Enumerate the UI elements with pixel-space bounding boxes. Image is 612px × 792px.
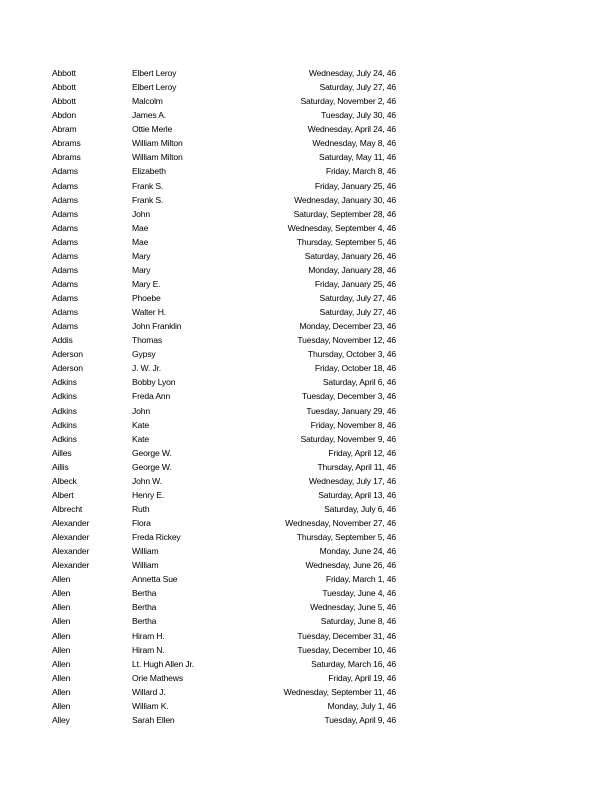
table-row — [52, 193, 396, 207]
cell-given-name: William K. — [132, 700, 169, 711]
table-row — [52, 361, 396, 375]
cell-given-name: Ottie Merle — [132, 124, 173, 135]
cell-surname: Abbott — [52, 68, 76, 78]
cell-surname: Allen — [52, 574, 71, 585]
cell-surname: Addis — [52, 335, 73, 346]
cell-surname: Adams — [52, 264, 78, 275]
table-row — [52, 66, 396, 80]
cell-surname: Adams — [52, 236, 78, 247]
cell-given-name: Elbert Leroy — [132, 68, 177, 78]
cell-surname: Albeck — [52, 475, 77, 486]
cell-given-name: John — [132, 208, 150, 219]
cell-given-name: Annetta Sue — [132, 574, 178, 585]
cell-surname: Aillis — [52, 461, 69, 472]
cell-date: Tuesday, July 30, 46 — [321, 110, 396, 121]
cell-given-name: Mae — [132, 236, 149, 247]
cell-date: Friday, November 8, 46 — [310, 419, 396, 430]
cell-given-name: Frank S. — [132, 194, 164, 205]
cell-surname: Alexander — [52, 518, 90, 528]
cell-date: Saturday, November 9, 46 — [300, 433, 396, 444]
cell-date: Friday, April 12, 46 — [328, 447, 396, 458]
table-row — [52, 164, 396, 178]
cell-surname: Allen — [52, 700, 71, 711]
cell-surname: Aderson — [52, 349, 83, 360]
cell-surname: Adams — [52, 307, 78, 318]
cell-surname: Adams — [52, 321, 78, 332]
cell-surname: Abrams — [52, 152, 81, 163]
table-row — [52, 235, 396, 249]
cell-given-name: Lt. Hugh Allen Jr. — [132, 658, 194, 669]
table-row — [52, 94, 396, 108]
cell-surname: Allen — [52, 630, 71, 641]
table-row — [52, 319, 396, 333]
cell-given-name: Mae — [132, 222, 149, 233]
cell-surname: Albert — [52, 489, 74, 500]
cell-surname: Allen — [52, 616, 71, 627]
cell-date: Saturday, March 16, 46 — [311, 658, 396, 669]
cell-date: Wednesday, January 30, 46 — [294, 194, 396, 205]
records-table — [52, 66, 396, 727]
table-row — [52, 80, 396, 94]
cell-surname: Adams — [52, 293, 78, 303]
cell-given-name: Henry E. — [132, 489, 165, 500]
cell-given-name: Bertha — [132, 602, 157, 613]
table-row — [52, 263, 396, 277]
table-row — [52, 502, 396, 516]
cell-date: Wednesday, April 24, 46 — [307, 124, 396, 135]
cell-surname: Abram — [52, 124, 77, 135]
cell-date: Wednesday, July 17, 46 — [308, 475, 396, 486]
cell-surname: Allen — [52, 602, 71, 613]
cell-date: Saturday, June 8, 46 — [320, 616, 396, 627]
table-row — [52, 179, 396, 193]
table-row — [52, 207, 396, 221]
cell-given-name: Kate — [132, 433, 149, 444]
cell-date: Wednesday, November 27, 46 — [285, 518, 396, 528]
cell-date: Friday, April 19, 46 — [328, 672, 396, 683]
cell-surname: Abbott — [52, 82, 76, 93]
cell-surname: Allen — [52, 644, 71, 655]
cell-surname: Allen — [52, 658, 71, 669]
table-row — [52, 432, 396, 446]
table-row — [52, 136, 396, 150]
cell-given-name: John — [132, 405, 150, 416]
cell-given-name: William — [132, 560, 159, 571]
cell-date: Monday, January 28, 46 — [308, 264, 396, 275]
table-row — [52, 671, 396, 685]
table-row — [52, 418, 396, 432]
cell-date: Saturday, July 6, 46 — [324, 503, 396, 514]
cell-given-name: Bertha — [132, 588, 157, 599]
cell-date: Saturday, September 28, 46 — [293, 208, 396, 219]
cell-surname: Adkins — [52, 433, 77, 444]
cell-given-name: James A. — [132, 110, 166, 121]
cell-given-name: J. W. Jr. — [132, 363, 162, 374]
cell-given-name: George W. — [132, 461, 172, 472]
cell-surname: Adams — [52, 208, 78, 219]
cell-surname: Abrams — [52, 138, 81, 149]
table-row — [52, 600, 396, 614]
cell-given-name: Mary — [132, 264, 151, 275]
table-row — [52, 629, 396, 643]
cell-date: Monday, June 24, 46 — [319, 546, 396, 557]
cell-date: Tuesday, December 31, 46 — [297, 630, 396, 641]
cell-given-name: Gypsy — [132, 349, 156, 360]
cell-date: Saturday, January 26, 46 — [304, 250, 396, 261]
cell-given-name: Mary — [132, 250, 151, 261]
cell-date: Thursday, October 3, 46 — [307, 349, 396, 360]
cell-date: Wednesday, September 4, 46 — [287, 222, 396, 233]
cell-surname: Allen — [52, 588, 71, 599]
cell-given-name: Willard J. — [132, 686, 166, 697]
cell-date: Saturday, July 27, 46 — [319, 82, 396, 93]
table-row — [52, 643, 396, 657]
table-row — [52, 404, 396, 418]
cell-date: Tuesday, June 4, 46 — [322, 588, 396, 599]
table-row — [52, 488, 396, 502]
cell-given-name: Hiram N. — [132, 644, 165, 655]
cell-given-name: John Franklin — [132, 321, 182, 332]
cell-given-name: Mary E. — [132, 278, 161, 289]
cell-given-name: Freda Rickey — [132, 532, 181, 543]
cell-surname: Adams — [52, 278, 78, 289]
cell-date: Tuesday, November 12, 46 — [297, 335, 396, 346]
cell-date: Monday, December 23, 46 — [299, 321, 396, 332]
table-row — [52, 333, 396, 347]
cell-surname: Alexander — [52, 560, 90, 571]
cell-surname: Alexander — [52, 532, 90, 543]
cell-surname: Abdon — [52, 110, 76, 121]
table-row — [52, 586, 396, 600]
cell-date: Wednesday, July 24, 46 — [308, 68, 396, 78]
cell-date: Thursday, September 5, 46 — [296, 236, 396, 247]
cell-surname: Adams — [52, 166, 78, 177]
cell-surname: Adams — [52, 250, 78, 261]
cell-given-name: Sarah Ellen — [132, 714, 175, 725]
cell-given-name: Hiram H. — [132, 630, 165, 641]
table-row — [52, 122, 396, 136]
cell-surname: Allen — [52, 672, 71, 683]
cell-given-name: George W. — [132, 447, 172, 458]
cell-date: Wednesday, June 5, 46 — [310, 602, 396, 613]
cell-date: Wednesday, September 11, 46 — [283, 686, 396, 697]
table-row — [52, 249, 396, 263]
cell-given-name: Frank S. — [132, 180, 164, 191]
table-row — [52, 347, 396, 361]
cell-date: Thursday, September 5, 46 — [296, 532, 396, 543]
cell-date: Wednesday, May 8, 46 — [312, 138, 396, 149]
cell-date: Saturday, April 13, 46 — [318, 489, 396, 500]
cell-date: Friday, January 25, 46 — [314, 278, 396, 289]
table-row — [52, 389, 396, 403]
cell-date: Friday, March 1, 46 — [325, 574, 396, 585]
cell-date: Wednesday, June 26, 46 — [305, 560, 396, 571]
table-row — [52, 657, 396, 671]
cell-surname: Adkins — [52, 419, 77, 430]
table-row — [52, 572, 396, 586]
cell-given-name: Orie Mathews — [132, 672, 183, 683]
cell-given-name: Elizabeth — [132, 166, 166, 177]
table-row — [52, 614, 396, 628]
cell-surname: Adams — [52, 180, 78, 191]
table-row — [52, 474, 396, 488]
cell-date: Saturday, July 27, 46 — [319, 307, 396, 318]
table-row — [52, 375, 396, 389]
cell-date: Friday, January 25, 46 — [314, 180, 396, 191]
cell-surname: Adkins — [52, 377, 77, 388]
records-table-body — [52, 66, 396, 727]
table-row — [52, 221, 396, 235]
cell-given-name: Ruth — [132, 503, 150, 514]
cell-given-name: Phoebe — [132, 293, 161, 303]
cell-surname: Allen — [52, 686, 71, 697]
cell-date: Tuesday, December 3, 46 — [302, 391, 396, 402]
table-row — [52, 460, 396, 474]
cell-given-name: William Milton — [132, 138, 183, 149]
cell-surname: Ailles — [52, 447, 72, 458]
cell-given-name: Malcolm — [132, 96, 163, 107]
table-row — [52, 516, 396, 530]
cell-date: Saturday, May 11, 46 — [319, 152, 396, 163]
cell-given-name: Kate — [132, 419, 149, 430]
cell-date: Friday, October 18, 46 — [314, 363, 396, 374]
table-row — [52, 699, 396, 713]
table-row — [52, 150, 396, 164]
table-row — [52, 277, 396, 291]
table-row — [52, 544, 396, 558]
table-row — [52, 291, 396, 305]
cell-date: Tuesday, January 29, 46 — [306, 405, 396, 416]
cell-given-name: Freda Ann — [132, 391, 171, 402]
cell-date: Tuesday, April 9, 46 — [324, 714, 396, 725]
cell-surname: Adams — [52, 222, 78, 233]
cell-surname: Adkins — [52, 405, 77, 416]
cell-date: Friday, March 8, 46 — [325, 166, 396, 177]
cell-given-name: Elbert Leroy — [132, 82, 177, 93]
table-row — [52, 685, 396, 699]
cell-date: Saturday, November 2, 46 — [300, 96, 396, 107]
table-row — [52, 713, 396, 727]
cell-surname: Aderson — [52, 363, 83, 374]
cell-surname: Albrecht — [52, 503, 83, 514]
cell-given-name: Bertha — [132, 616, 157, 627]
cell-given-name: William — [132, 546, 159, 557]
table-row — [52, 446, 396, 460]
cell-given-name: Bobby Lyon — [132, 377, 176, 388]
cell-surname: Adkins — [52, 391, 77, 402]
cell-given-name: John W. — [132, 475, 162, 486]
cell-date: Tuesday, December 10, 46 — [297, 644, 396, 655]
table-row — [52, 558, 396, 572]
cell-date: Thursday, April 11, 46 — [317, 461, 396, 472]
table-row — [52, 530, 396, 544]
cell-date: Saturday, July 27, 46 — [319, 293, 396, 303]
cell-given-name: Walter H. — [132, 307, 166, 318]
cell-surname: Abbott — [52, 96, 76, 107]
table-row — [52, 108, 396, 122]
cell-surname: Alley — [52, 714, 70, 725]
table-row — [52, 305, 396, 319]
cell-surname: Alexander — [52, 546, 90, 557]
cell-given-name: Thomas — [132, 335, 163, 346]
cell-surname: Adams — [52, 194, 78, 205]
cell-date: Monday, July 1, 46 — [327, 700, 396, 711]
cell-date: Saturday, April 6, 46 — [322, 377, 396, 388]
cell-given-name: Flora — [132, 518, 151, 528]
cell-given-name: William Milton — [132, 152, 183, 163]
